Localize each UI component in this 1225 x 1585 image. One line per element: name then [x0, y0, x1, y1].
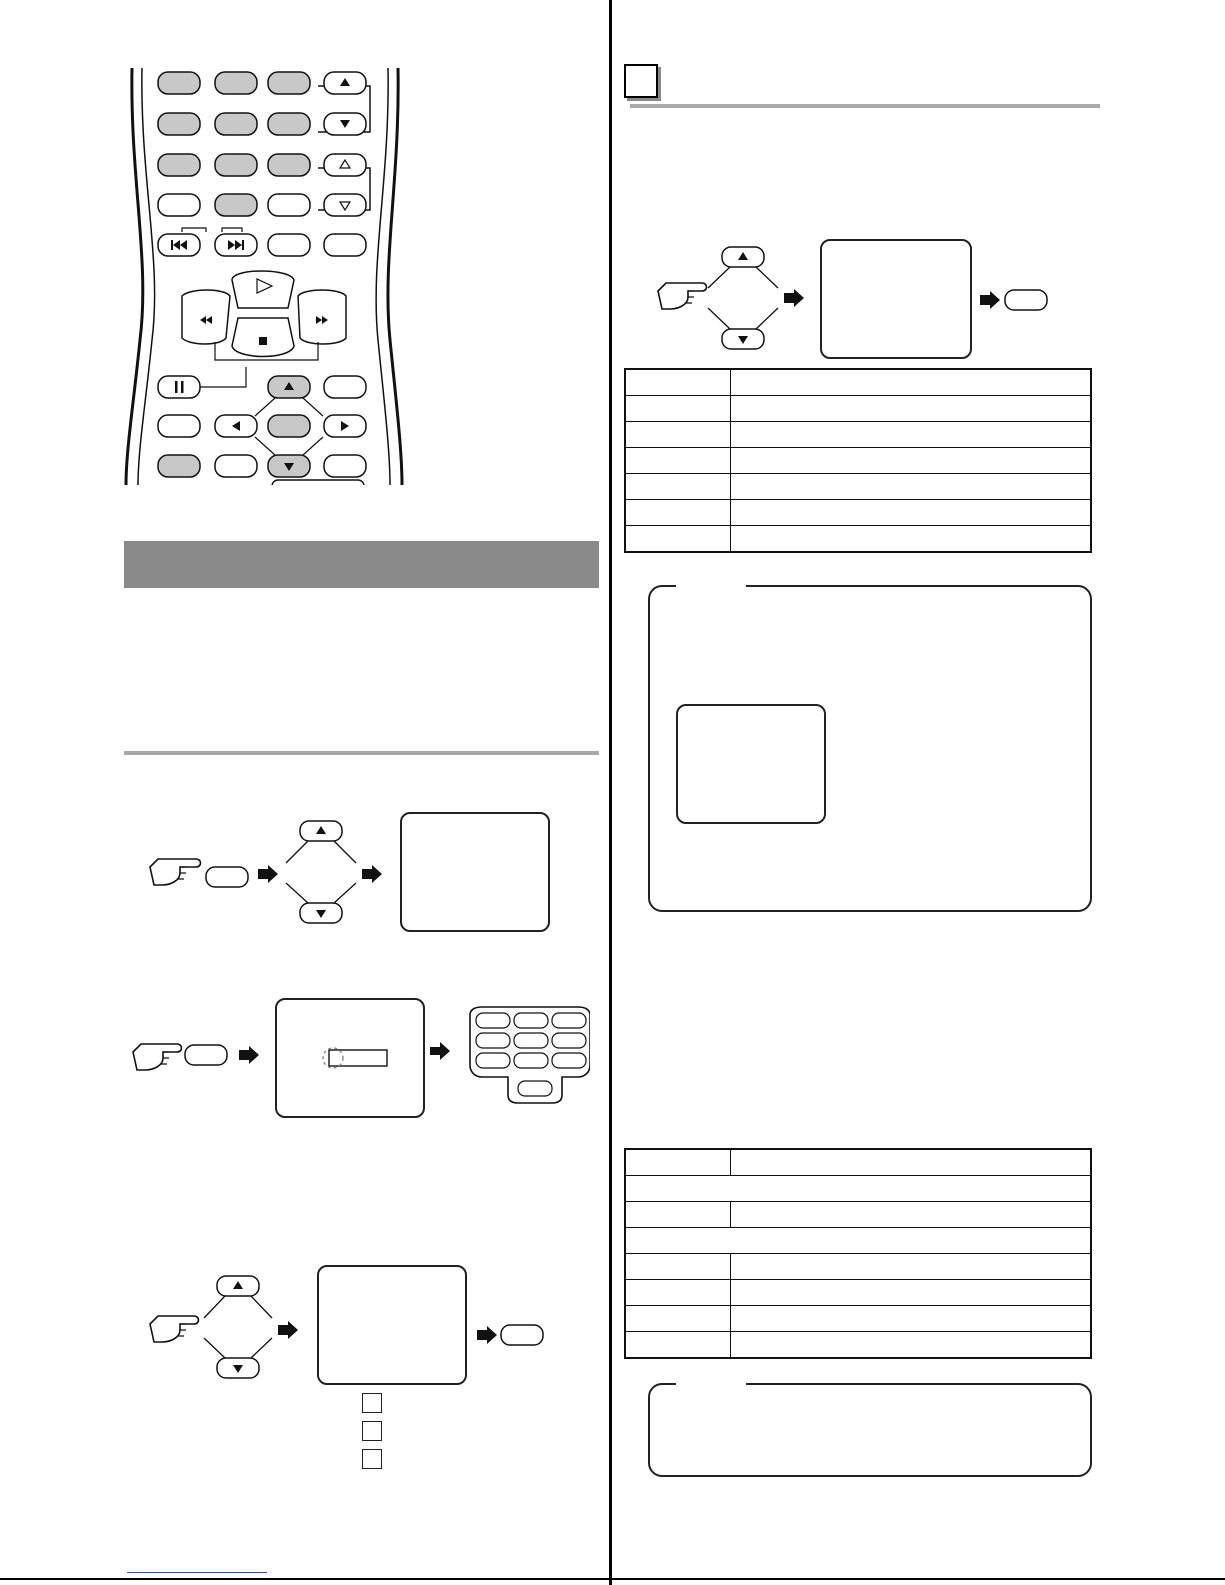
- table-cell: [625, 1332, 731, 1359]
- tv-screen-3: [317, 1265, 467, 1385]
- table-cell: [731, 1332, 1092, 1359]
- option-checkbox-2[interactable]: [362, 1421, 382, 1441]
- table-cell: [731, 1202, 1092, 1228]
- table-cell: [625, 1254, 731, 1280]
- table-row: [625, 1176, 1091, 1202]
- table-cell: [731, 1306, 1092, 1332]
- table-cell: [625, 396, 731, 422]
- tv-screen-2: [275, 998, 425, 1118]
- table-cell: [731, 500, 1092, 526]
- step-diagram-3-confirm: [475, 1320, 555, 1350]
- table-row: [625, 396, 1091, 422]
- table-cell: [731, 448, 1092, 474]
- page-center-divider: [609, 0, 612, 1585]
- right-arrow-icon: [258, 865, 278, 883]
- section-heading-bar: [124, 541, 599, 588]
- tv-screen-right: [820, 239, 972, 359]
- table-row: [625, 448, 1091, 474]
- table-group-row: [625, 1176, 1091, 1202]
- table-cell: [625, 1149, 731, 1176]
- table-cell: [625, 1280, 731, 1306]
- step-number-box: [624, 64, 658, 98]
- table-row: [625, 1332, 1091, 1359]
- tv-screen-note: [676, 704, 826, 824]
- option-checkbox-1[interactable]: [362, 1393, 382, 1413]
- table-cell: [625, 422, 731, 448]
- table-row: [625, 369, 1091, 396]
- table-row: [625, 526, 1091, 553]
- section-rule-right: [630, 104, 1100, 108]
- table-cell: [625, 474, 731, 500]
- option-checkbox-3[interactable]: [362, 1449, 382, 1469]
- table-row: [625, 1280, 1091, 1306]
- table-cell: [625, 526, 731, 553]
- step-diagram-2-input: [125, 1030, 275, 1090]
- step-diagram-2-keypad: [430, 1005, 590, 1105]
- table-row: [625, 1202, 1091, 1228]
- table-row: [625, 474, 1091, 500]
- hand-pointer-icon: [150, 859, 201, 885]
- step-diagram-right-confirm: [978, 285, 1058, 315]
- footer-link-underline: [127, 1572, 267, 1573]
- footer-rule: [0, 1578, 1225, 1580]
- table-cell: [731, 369, 1092, 396]
- table-group-row: [625, 1228, 1091, 1254]
- table-row: [625, 1228, 1091, 1254]
- settings-table-2: [624, 1148, 1092, 1359]
- table-cell: [625, 369, 731, 396]
- table-cell: [731, 526, 1092, 553]
- tv-screen-1: [400, 812, 550, 932]
- table-cell: [625, 1202, 731, 1228]
- step-diagram-right-updown: [650, 245, 820, 355]
- settings-table-1: [624, 368, 1092, 553]
- table-cell: [731, 1254, 1092, 1280]
- table-cell: [731, 1149, 1092, 1176]
- table-cell: [731, 422, 1092, 448]
- table-row: [625, 1254, 1091, 1280]
- table-cell: [625, 448, 731, 474]
- table-cell: [731, 1280, 1092, 1306]
- table-cell: [731, 396, 1092, 422]
- table-row: [625, 422, 1091, 448]
- table-cell: [625, 1306, 731, 1332]
- note-box-2: [648, 1383, 1092, 1477]
- table-cell: [625, 500, 731, 526]
- table-row: [625, 500, 1091, 526]
- table-cell: [731, 474, 1092, 500]
- remote-control-illustration: [120, 60, 410, 485]
- section-rule-left: [124, 751, 599, 755]
- step-diagram-3-updown: [140, 1270, 310, 1390]
- table-row: [625, 1149, 1091, 1176]
- table-row: [625, 1306, 1091, 1332]
